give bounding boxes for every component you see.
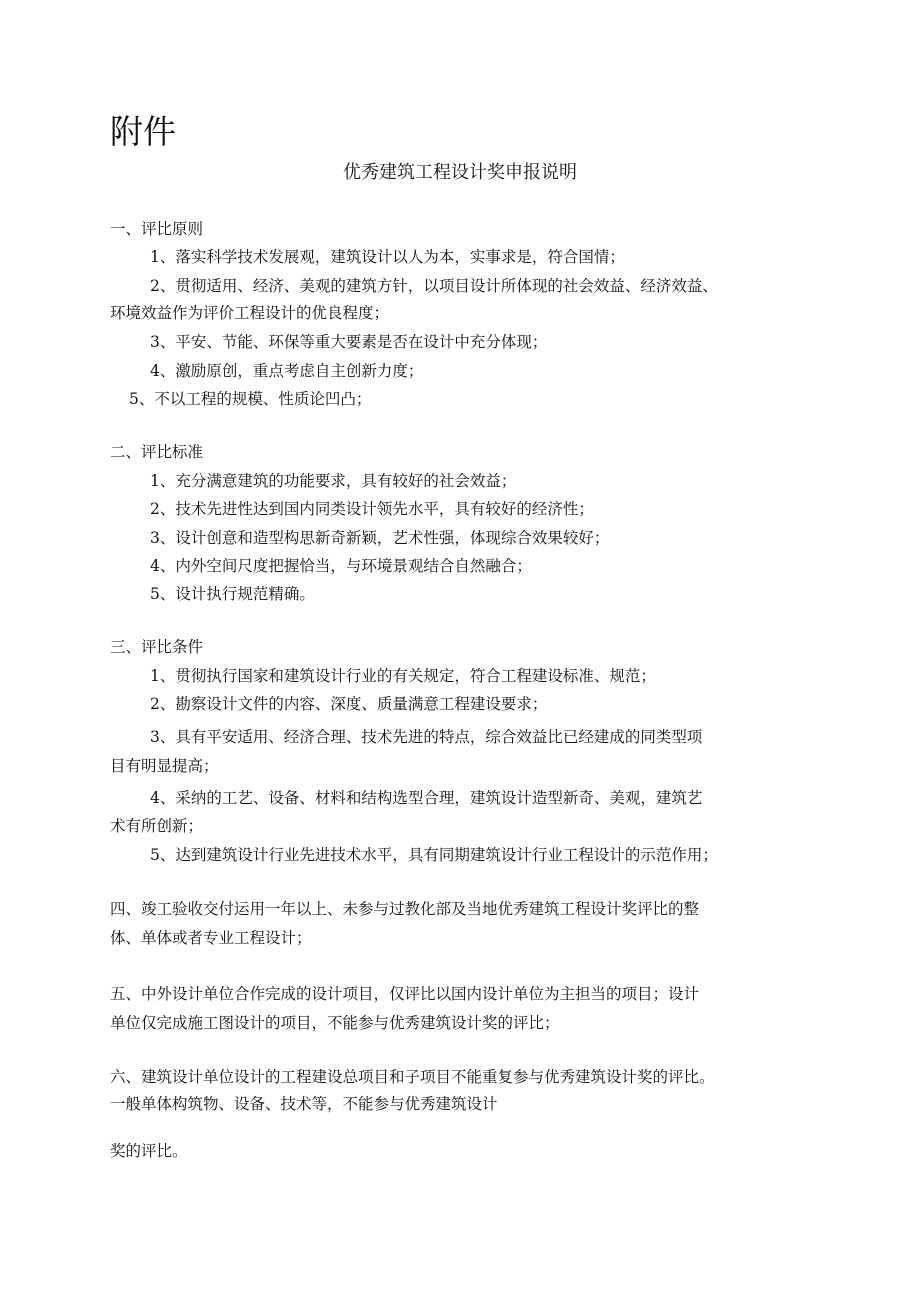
section-heading-standards: 二、评比标准 <box>110 443 204 461</box>
section-6-line-2: 一般单体构筑物、设备、技术等，不能参与优秀建筑设计 <box>110 1095 498 1113</box>
section-5-line-2: 单位仅完成施工图设计的项目，不能参与优秀建筑设计奖的评比； <box>110 1014 560 1032</box>
principle-item-1: 1、落实科学技术发展观，建筑设计以人为本，实事求是，符合国情； <box>150 248 625 266</box>
section-6-line-1: 六、建筑设计单位设计的工程建设总项目和子项目不能重复参与优秀建筑设计奖的评比。 <box>110 1068 715 1086</box>
attachment-label: 附件 <box>110 112 176 151</box>
condition-item-4: 4、采纳的工艺、设备、材料和结构选型合理，建筑设计造型新奇、美观，建筑艺 <box>150 789 703 807</box>
principle-item-3: 3、平安、节能、环保等重大要素是否在设计中充分体现； <box>150 333 548 351</box>
section-heading-conditions: 三、评比条件 <box>110 638 204 656</box>
principle-item-2-continued: 环境效益作为评价工程设计的优良程度； <box>110 304 390 322</box>
section-4-line-1: 四、竣工验收交付运用一年以上、未参与过教化部及当地优秀建筑工程设计奖评比的整 <box>110 900 700 918</box>
condition-item-2: 2、勘察设计文件的内容、深度、质量满意工程建设要求； <box>150 695 548 713</box>
condition-item-4-continued: 术有所创新； <box>110 817 204 835</box>
condition-item-1: 1、贯彻执行国家和建筑设计行业的有关规定，符合工程建设标准、规范； <box>150 667 656 685</box>
section-5-line-1: 五、中外设计单位合作完成的设计项目，仅评比以国内设计单位为主担当的项目；设计 <box>110 985 700 1003</box>
condition-item-3: 3、具有平安适用、经济合理、技术先进的特点，综合效益比已经建成的同类型项 <box>150 728 703 746</box>
standard-item-4: 4、内外空间尺度把握恰当，与环境景观结合自然融合； <box>150 557 532 575</box>
document-title: 优秀建筑工程设计奖申报说明 <box>343 162 577 183</box>
principle-item-2: 2、贯彻适用、经济、美观的建筑方针，以项目设计所体现的社会效益、经济效益、 <box>150 277 718 295</box>
standard-item-1: 1、充分满意建筑的功能要求，具有较好的社会效益； <box>150 472 517 490</box>
principle-item-4: 4、激励原创，重点考虑自主创新力度； <box>150 362 424 380</box>
section-4-line-2: 体、单体或者专业工程设计； <box>110 929 312 947</box>
standard-item-3: 3、设计创意和造型构思新奇新颖，艺术性强，体现综合效果较好； <box>150 529 610 547</box>
condition-item-5: 5、达到建筑设计行业先进技术水平，具有同期建筑设计行业工程设计的示范作用； <box>150 846 718 864</box>
standard-item-2: 2、技术先进性达到国内同类设计领先水平，具有较好的经济性； <box>150 500 594 518</box>
standard-item-5: 5、设计执行规范精确。 <box>150 585 315 603</box>
principle-item-5: 5、不以工程的规模、性质论凹凸； <box>129 390 372 408</box>
condition-item-3-continued: 目有明显提高； <box>110 757 219 775</box>
section-heading-principles: 一、评比原则 <box>110 220 204 238</box>
section-6-line-3: 奖的评比。 <box>110 1142 188 1160</box>
